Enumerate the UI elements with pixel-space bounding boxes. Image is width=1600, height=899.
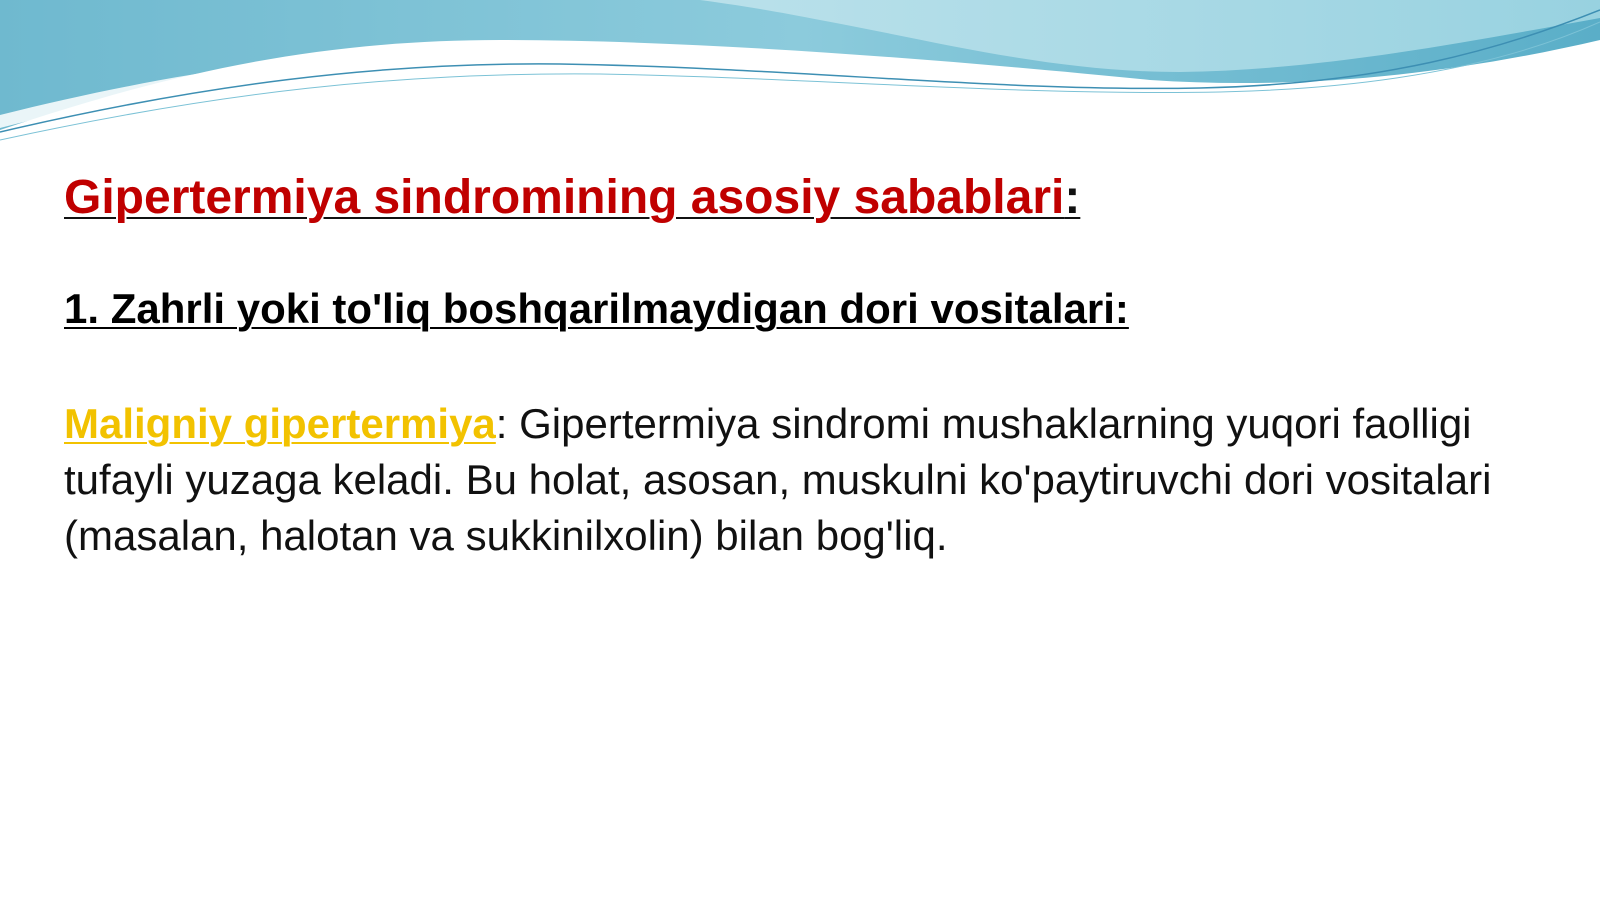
body-text: : Gipertermiya sindromi mushaklarning yuqori faolligi tufayli yuzaga keladi. Bu holat, asosan, muskulni ko'paytiruvchi dori vositalari (masalan, halotan va sukkinilxolin) bilan bog'liq.	[64, 400, 1492, 559]
header-wave-decoration	[0, 0, 1600, 150]
section-heading: 1. Zahrli yoki to'liq boshqarilmaydigan dori vositalari:	[64, 285, 1129, 332]
slide-title-text: Gipertermiya sindromining asosiy sabablari	[64, 171, 1065, 224]
slide-content	[64, 170, 1544, 564]
body-paragraph	[64, 396, 1524, 564]
slide-title	[64, 170, 1544, 226]
highlighted-term: Maligniy gipertermiya	[64, 400, 496, 447]
slide-title-colon: :	[1064, 171, 1081, 224]
